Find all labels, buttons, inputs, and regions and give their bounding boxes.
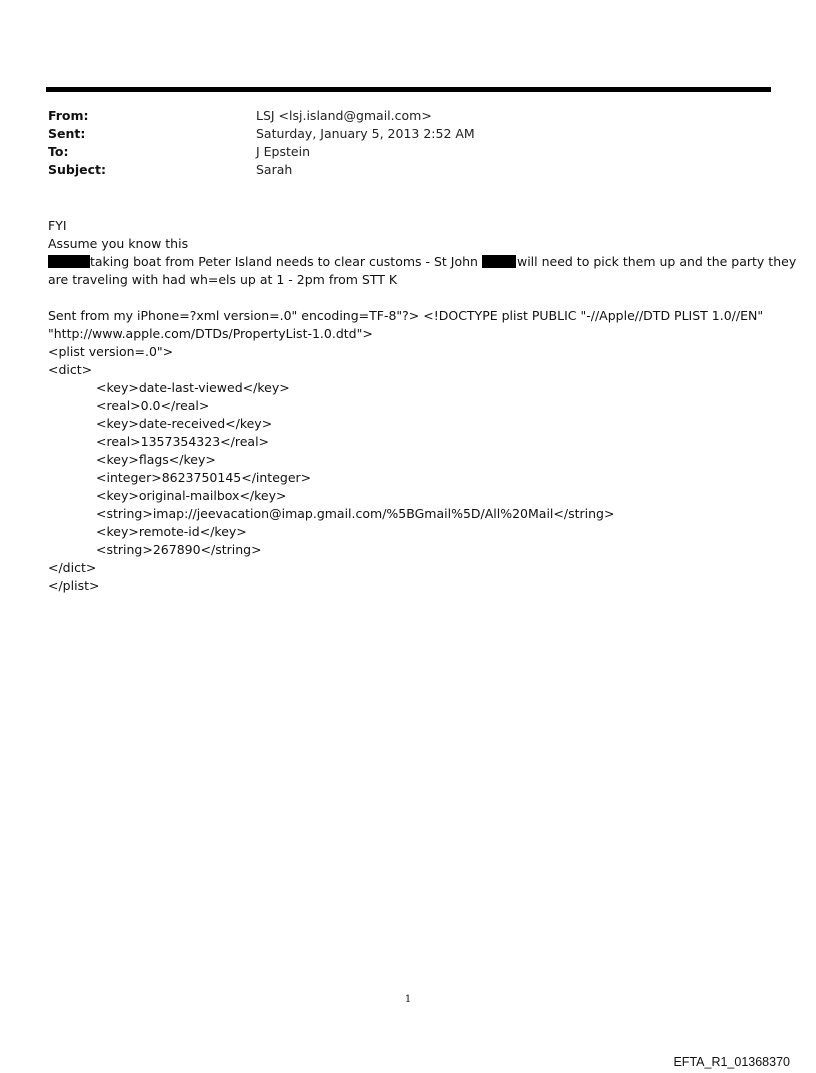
sent-value: Saturday, January 5, 2013 2:52 AM — [256, 126, 475, 141]
body-line-dtd: "http://www.apple.com/DTDs/PropertyList-1.0.dtd"> — [48, 326, 373, 341]
body-line-main — [48, 253, 797, 271]
email-body — [48, 217, 797, 595]
redaction-box — [482, 255, 516, 268]
body-line-assume: Assume you know this — [48, 236, 189, 251]
body-line-plist-close: </plist> — [48, 578, 100, 593]
body-text-segment: will need to pick them up and the party they — [516, 254, 797, 269]
page-number: 1 — [404, 994, 412, 1005]
dict-line: <key>flags</key> — [96, 452, 216, 467]
dict-line: <key>date-received</key> — [96, 416, 273, 431]
body-line-dict-open: <dict> — [48, 362, 93, 377]
dict-line: <key>date-last-viewed</key> — [96, 380, 290, 395]
sent-row — [48, 125, 748, 143]
email-header — [48, 107, 748, 179]
subject-label: Subject: — [48, 162, 106, 177]
blank-line — [48, 289, 768, 307]
body-line-fyi: FYI — [48, 218, 67, 233]
from-label: From: — [48, 108, 89, 123]
subject-value: Sarah — [256, 162, 293, 177]
body-line-main-continued: are traveling with had wh=els up at 1 - 2pm from STT K — [48, 272, 398, 287]
dict-line: <key>original-mailbox</key> — [96, 488, 287, 503]
dict-line: <real>0.0</real> — [96, 398, 210, 413]
header-rule — [46, 87, 771, 92]
document-id: EFTA_R1_01368370 — [673, 1055, 790, 1069]
dict-line: <string>imap://jeevacation@imap.gmail.com/%5BGmail%5D/All%20Mail</string> — [96, 506, 615, 521]
subject-row — [48, 161, 748, 179]
dict-line: <integer>8623750145</integer> — [96, 470, 312, 485]
dict-line: <string>267890</string> — [96, 542, 262, 557]
to-label: To: — [48, 144, 69, 159]
to-row — [48, 143, 748, 161]
from-row — [48, 107, 748, 125]
dict-line: <real>1357354323</real> — [96, 434, 270, 449]
body-line-dict-close: </dict> — [48, 560, 97, 575]
sent-label: Sent: — [48, 126, 86, 141]
dict-line: <key>remote-id</key> — [96, 524, 247, 539]
body-line-sent-from: Sent from my iPhone=?xml version=.0" encoding=TF-8"?> <!DOCTYPE plist PUBLIC "-//Apple//DTD PLIST 1.0//EN" — [48, 308, 764, 323]
to-value: J Epstein — [256, 144, 310, 159]
body-line-plist-open: <plist version=.0"> — [48, 344, 174, 359]
body-text-segment: taking boat from Peter Island needs to clear customs - St John — [90, 254, 478, 269]
from-value: LSJ <lsj.island@gmail.com> — [256, 108, 432, 123]
redaction-box — [48, 255, 90, 268]
